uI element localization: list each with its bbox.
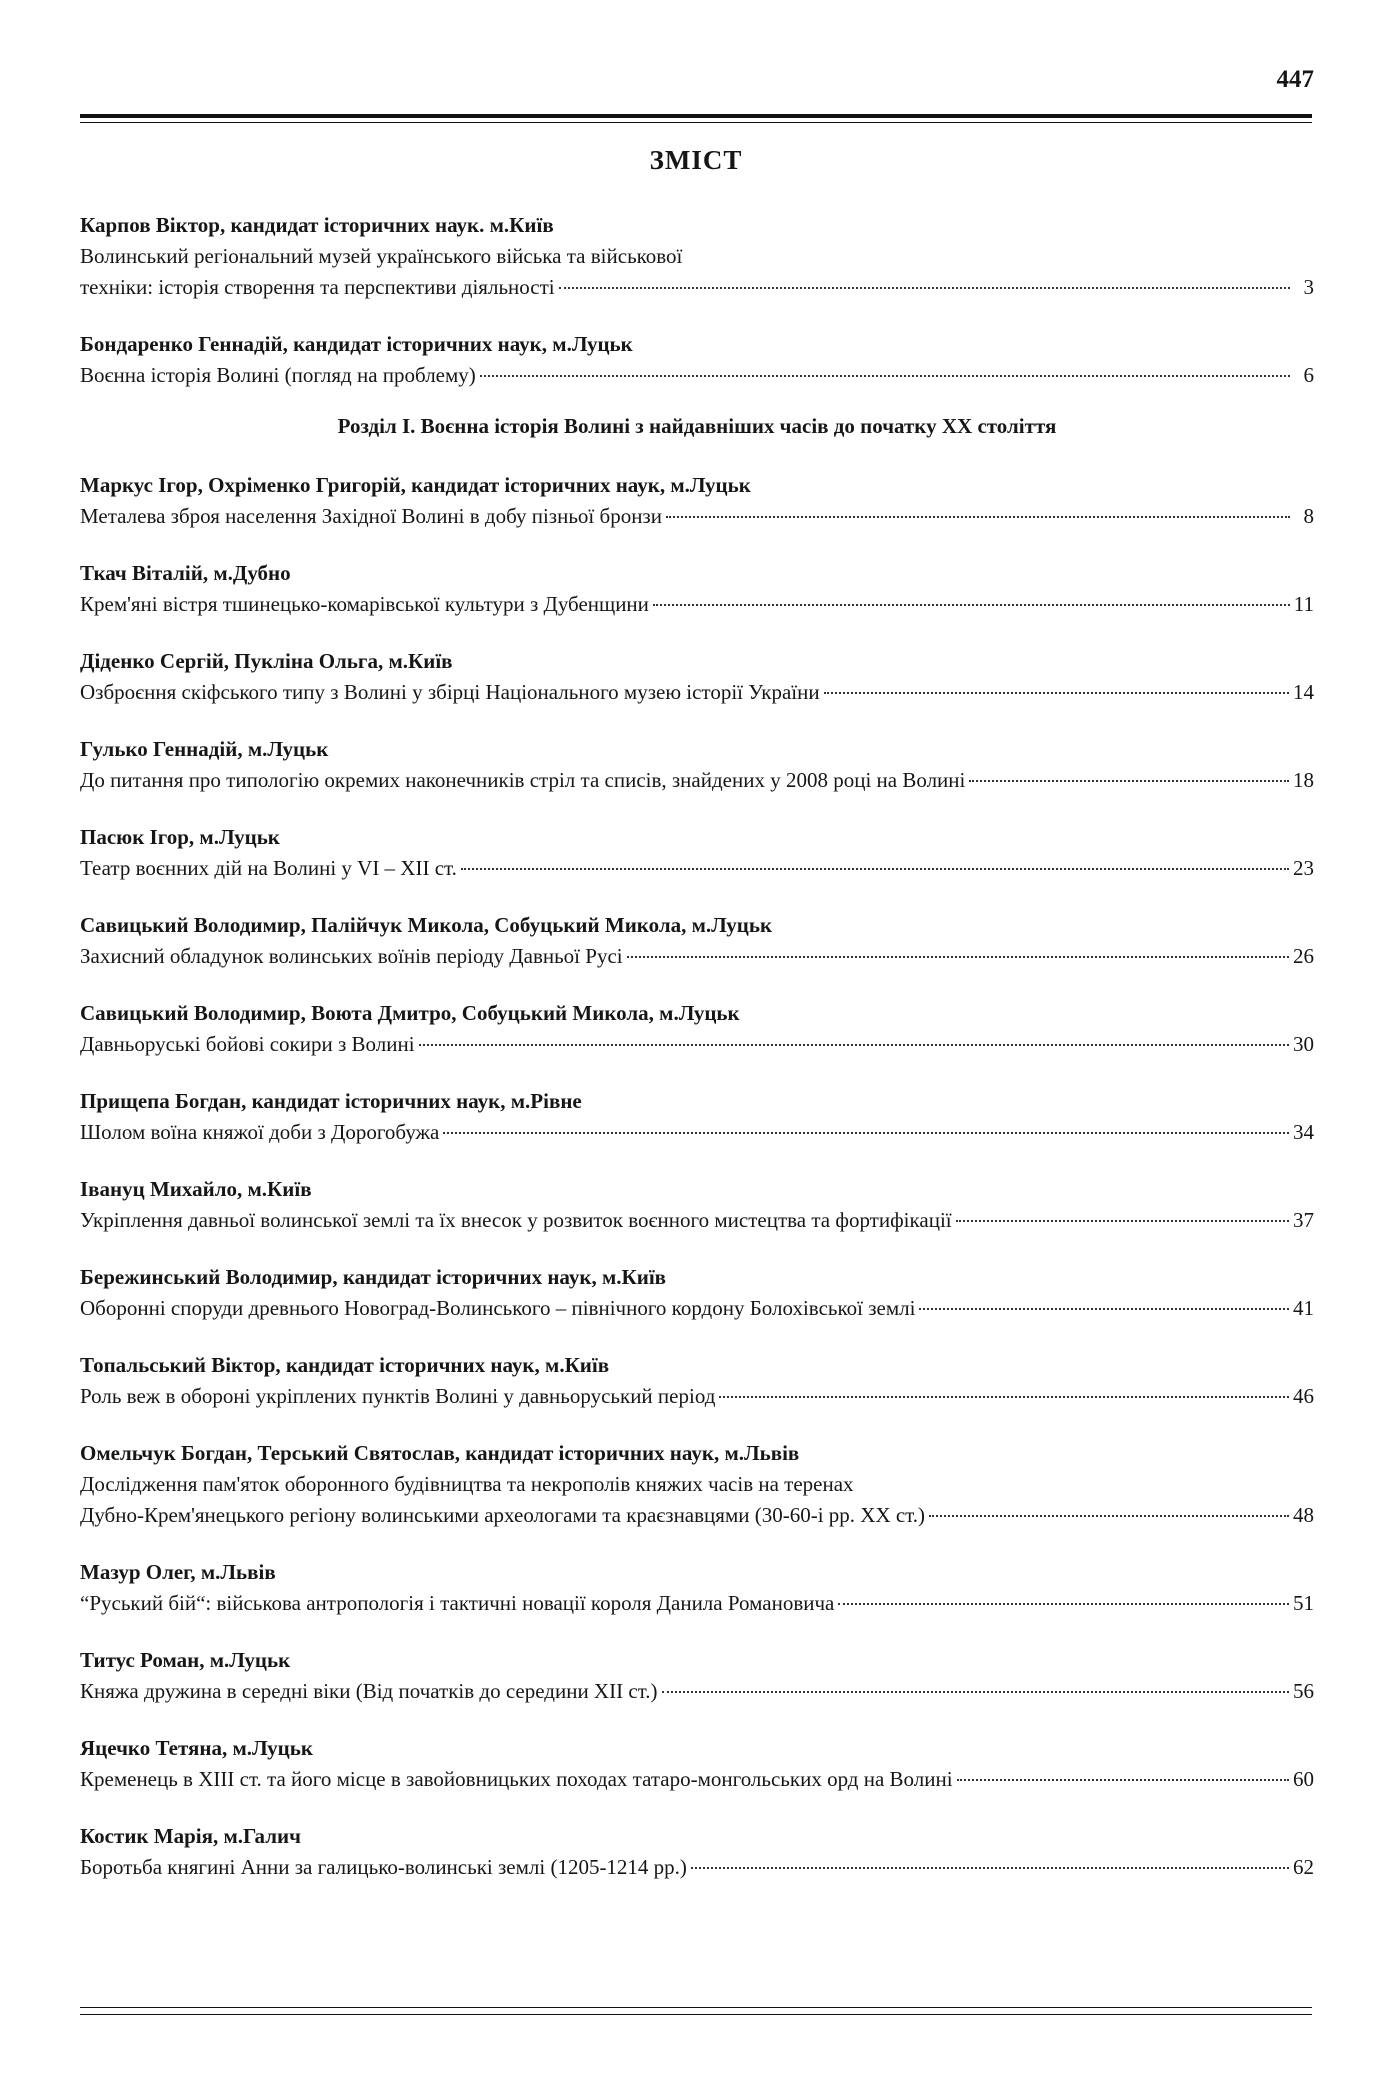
entry-title-row [80,1381,1314,1412]
entry-author: Пасюк Ігор, м.Луцьк [80,825,280,849]
dot-leader [719,1396,1289,1398]
entry-page-number: 46 [1293,1384,1314,1408]
toc-entry [80,1086,1314,1148]
entry-title-row [80,589,1314,620]
entry-page-number: 34 [1293,1120,1314,1144]
entry-author: Карпов Віктор, кандидат історичних наук. м.Київ [80,213,554,237]
toc-entry [80,734,1314,796]
entry-title: Металева зброя населення Західної Волині в добу пізньої бронзи [80,504,662,528]
entry-title: “Руський бій“: військова антропологія і тактичні новації короля Данила Романовича [80,1591,835,1615]
entry-title: Боротьба княгині Анни за галицько-волинські землі (1205-1214 рр.) [80,1855,687,1879]
entry-author: Яцечко Тетяна, м.Луцьк [80,1736,313,1760]
entry-page-number: 3 [1303,275,1314,299]
entry-title: Захисний обладунок волинських воїнів періоду Давньої Русі [80,944,623,968]
entry-author: Ткач Віталій, м.Дубно [80,561,291,585]
dot-leader [969,780,1289,782]
entry-page-number: 23 [1293,856,1314,880]
dot-leader [480,375,1290,377]
entry-title: Укріплення давньої волинської землі та їх внесок у розвиток воєнного мистецтва та фортифікації [80,1208,952,1232]
entry-title-row [80,1500,1314,1531]
entry-title: Оборонні споруди древнього Новоград-Волинського – північного кордону Болохівської землі [80,1296,916,1320]
dot-leader [419,1044,1289,1046]
dot-leader [443,1132,1289,1134]
toc-entry [80,1174,1314,1236]
toc-entry [80,1733,1314,1795]
toc-entry [80,470,1314,532]
entry-title: Театр воєнних дій на Волині у VI – XII ст. [80,856,457,880]
entry-title-row [80,765,1314,796]
entry-author: Савицький Володимир, Воюта Дмитро, Собуцький Микола, м.Луцьк [80,1001,740,1025]
entry-title: Озброєння скіфського типу з Волині у збірці Національного музею історії України [80,680,820,704]
toc-title: ЗМІСТ [649,145,743,175]
entry-title: Воєнна історія Волині (погляд на проблему) [80,363,476,387]
entry-title-row [80,1029,1314,1060]
entry-page-number: 62 [1293,1855,1314,1879]
dot-leader [559,287,1290,289]
footer-rule-1 [80,2007,1312,2008]
entry-author: Гулько Геннадій, м.Луцьк [80,737,329,761]
dot-leader [627,956,1289,958]
entry-page-number: 30 [1293,1032,1314,1056]
entry-page-number: 11 [1293,592,1314,616]
entry-title: До питання про типологію окремих наконечників стріл та списів, знайдених у 2008 році на Волині [80,768,966,792]
entry-title-line: Дослідження пам'яток оборонного будівництва та некрополів княжих часів на теренах [80,1472,854,1496]
dot-leader [461,868,1289,870]
entry-title: Кременець в XIII ст. та його місце в завойовницьких походах татаро-монгольських орд на Волині [80,1767,953,1791]
dot-leader [662,1691,1290,1693]
entry-page-number: 60 [1293,1767,1314,1791]
section-entries [80,470,1314,1883]
dot-leader [653,604,1290,606]
entry-author: Маркус Ігор, Охріменко Григорій, кандидат історичних наук, м.Луцьк [80,473,751,497]
entry-author: Бережинський Володимир, кандидат історичних наук, м.Київ [80,1265,667,1289]
entry-title-row [80,272,1314,303]
table-of-contents [80,210,1314,1883]
entry-title: Давньоруські бойові сокири з Волині [80,1032,415,1056]
dot-leader [929,1515,1289,1517]
entry-title: Княжа дружина в середні віки (Від початків до середини XII ст.) [80,1679,658,1703]
entry-author: Діденко Сергій, Пукліна Ольга, м.Київ [80,649,453,673]
section-heading: Розділ І. Воєнна історія Волині з найдавніших часів до початку ХХ століття [337,414,1057,438]
entry-page-number: 14 [1293,680,1314,704]
header-rule-thick [80,114,1312,118]
dot-leader [957,1779,1289,1781]
toc-entry [80,1262,1314,1324]
dot-leader [919,1308,1289,1310]
entry-title: Роль веж в обороні укріплених пунктів Волині у давньоруський період [80,1384,716,1408]
toc-entry [80,646,1314,708]
toc-entry [80,210,1314,303]
entry-page-number: 41 [1293,1296,1314,1320]
entry-title-row [80,1205,1314,1236]
entry-author: Івануц Михайло, м.Київ [80,1177,312,1201]
toc-entry [80,1350,1314,1412]
entry-page-number: 56 [1293,1679,1314,1703]
intro-entries [80,210,1314,391]
dot-leader [666,516,1290,518]
entry-title: техніки: історія створення та перспективи діяльності [80,275,555,299]
entry-title: Шолом воїна княжої доби з Дорогобужа [80,1120,440,1144]
entry-author: Прищепа Богдан, кандидат історичних наук, м.Рівне [80,1089,582,1113]
entry-page-number: 37 [1293,1208,1314,1232]
header-rule-thin [80,122,1312,123]
entry-title: Крем'яні вістря тшинецько-комарівської культури з Дубенщини [80,592,649,616]
dot-leader [956,1220,1289,1222]
entry-page-number: 18 [1293,768,1314,792]
toc-entry [80,1821,1314,1883]
entry-author: Титус Роман, м.Луцьк [80,1648,291,1672]
toc-entry [80,822,1314,884]
entry-title-row [80,677,1314,708]
page-number: 447 [1276,66,1314,93]
entry-title-row [80,1117,1314,1148]
entry-title-row [80,1852,1314,1883]
toc-entry [80,1438,1314,1531]
entry-page-number: 48 [1293,1503,1314,1527]
entry-title-row [80,1293,1314,1324]
entry-title-row [80,853,1314,884]
entry-page-number: 8 [1303,504,1314,528]
entry-page-number: 26 [1293,944,1314,968]
entry-author: Костик Марія, м.Галич [80,1824,301,1848]
entry-page-number: 6 [1303,363,1314,387]
entry-title-row [80,1764,1314,1795]
toc-entry [80,998,1314,1060]
entry-author: Топальський Віктор, кандидат історичних наук, м.Київ [80,1353,610,1377]
entry-title: Дубно-Крем'янецького регіону волинськими археологами та краєзнавцями (30-60-і рр. ХХ ст.) [80,1503,926,1527]
entry-author: Савицький Володимир, Палійчук Микола, Собуцький Микола, м.Луцьк [80,913,773,937]
entry-title-row [80,360,1314,391]
toc-entry [80,1557,1314,1619]
entry-author: Омельчук Богдан, Терський Святослав, кандидат історичних наук, м.Львів [80,1441,800,1465]
entry-page-number: 51 [1293,1591,1314,1615]
toc-entry [80,558,1314,620]
entry-author: Бондаренко Геннадій, кандидат історичних наук, м.Луцьк [80,332,633,356]
dot-leader [691,1867,1289,1869]
entry-title-row [80,1588,1314,1619]
toc-entry [80,329,1314,391]
footer-rule-2 [80,2014,1312,2015]
entry-author: Мазур Олег, м.Львів [80,1560,276,1584]
entry-title-row [80,501,1314,532]
dot-leader [838,1603,1289,1605]
entry-title-row [80,941,1314,972]
toc-entry [80,1645,1314,1707]
entry-title-row [80,1676,1314,1707]
toc-entry [80,910,1314,972]
entry-title-line: Волинський регіональний музей українського війська та військової [80,244,683,268]
dot-leader [824,692,1289,694]
